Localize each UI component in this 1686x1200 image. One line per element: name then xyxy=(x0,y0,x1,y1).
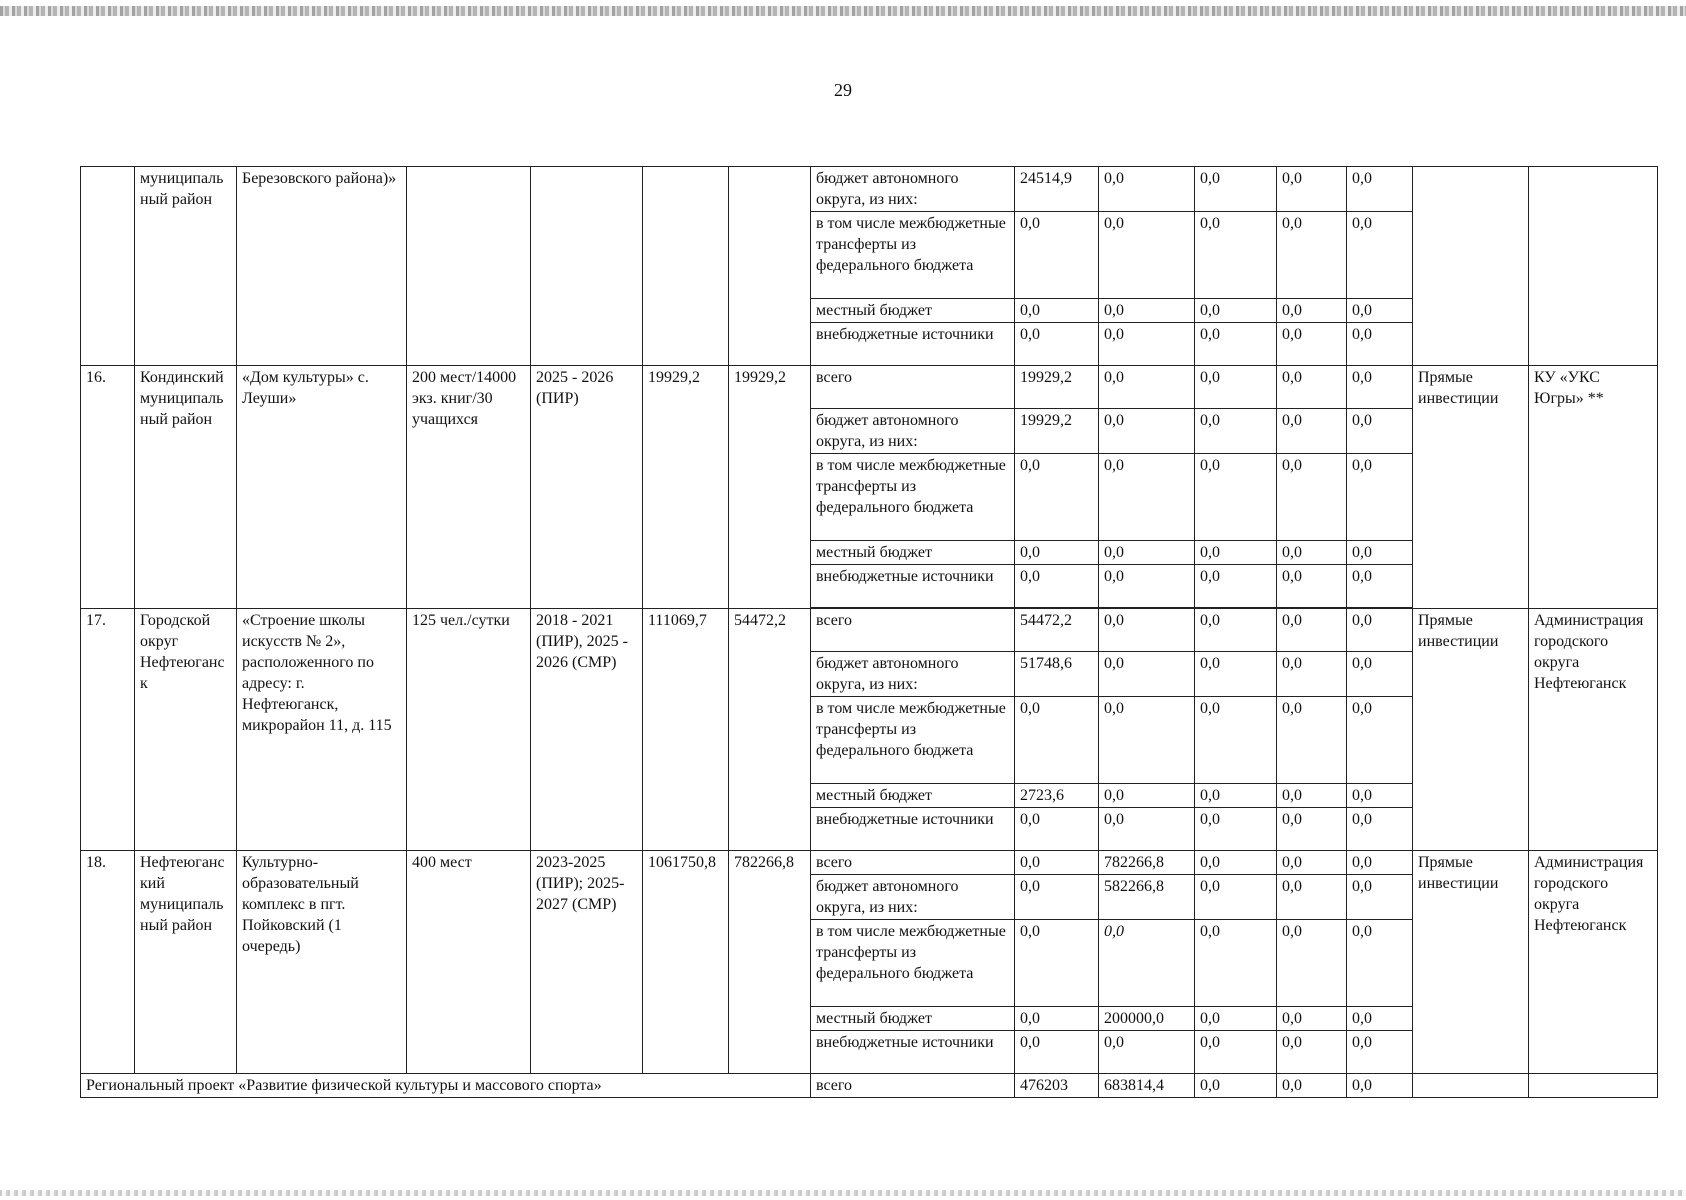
value-cell: 0,0 xyxy=(1195,167,1277,212)
value-cell: 0,0 xyxy=(1347,409,1413,454)
source-cell: в том числе межбюджетные трансферты из федерального бюджета xyxy=(811,212,1015,299)
value-cell: 0,0 xyxy=(1347,541,1413,565)
value-cell: 0,0 xyxy=(1099,323,1195,366)
value-cell: 0,0 xyxy=(1277,1031,1347,1074)
value-cell: 51748,6 xyxy=(1015,652,1099,697)
source-cell: бюджет автономного округа, из них: xyxy=(811,409,1015,454)
value-cell: 0,0 xyxy=(1277,920,1347,1007)
value-cell: 0,0 xyxy=(1015,565,1099,608)
value-cell: 200000,0 xyxy=(1099,1007,1195,1031)
value-cell: 0,0 xyxy=(1015,454,1099,541)
object-cell: «Строение школы искусств № 2», расположенного по адресу: г. Нефтеюганск, микрорайон 11, д. 115 xyxy=(237,609,407,851)
value-cell: 0,0 xyxy=(1099,541,1195,565)
municipality-cell: Кондинский муниципальный район xyxy=(135,366,237,609)
value-cell: 0,0 xyxy=(1277,299,1347,323)
value-cell: 0,0 xyxy=(1015,875,1099,920)
municipality-cell: Нефтеюганский муниципальный район xyxy=(135,851,237,1074)
customer-cell: Администрация городского округа Нефтеюганск xyxy=(1529,851,1658,1074)
object-cell: Березовского района)» xyxy=(237,167,407,366)
value-cell: 0,0 xyxy=(1347,784,1413,808)
source-cell: всего xyxy=(811,366,1015,409)
value-cell: 0,0 xyxy=(1099,1031,1195,1074)
mechanism-cell: Прямые инвестиции xyxy=(1413,609,1529,851)
value-cell: 0,0 xyxy=(1195,784,1277,808)
value-cell: 0,0 xyxy=(1015,299,1099,323)
value-cell: 0,0 xyxy=(1099,565,1195,608)
cost-cell: 19929,2 xyxy=(643,366,729,609)
source-cell: бюджет автономного округа, из них: xyxy=(811,875,1015,920)
value-cell: 0,0 xyxy=(1099,808,1195,851)
object-cell: Культурно-образовательный комплекс в пгт. Пойковский (1 очередь) xyxy=(237,851,407,1074)
source-cell: всего xyxy=(811,1074,1015,1098)
value-cell: 0,0 xyxy=(1195,541,1277,565)
value-cell: 0,0 xyxy=(1277,609,1347,652)
cost-cell: 1061750,8 xyxy=(643,851,729,1074)
value-cell: 0,0 xyxy=(1099,167,1195,212)
object-cell: «Дом культуры» с. Леуши» xyxy=(237,366,407,609)
source-cell: в том числе межбюджетные трансферты из федерального бюджета xyxy=(811,454,1015,541)
mechanism-cell: Прямые инвестиции xyxy=(1413,851,1529,1074)
value-cell: 0,0 xyxy=(1015,323,1099,366)
value-cell: 582266,8 xyxy=(1099,875,1195,920)
value-cell: 2723,6 xyxy=(1015,784,1099,808)
value-cell: 0,0 xyxy=(1347,875,1413,920)
capacity-cell: 400 мест xyxy=(407,851,531,1074)
value-cell: 0,0 xyxy=(1277,409,1347,454)
value-cell: 0,0 xyxy=(1195,323,1277,366)
cost-cell: 111069,7 xyxy=(643,609,729,851)
value-cell: 0,0 xyxy=(1347,1031,1413,1074)
value-cell: 0,0 xyxy=(1015,808,1099,851)
value-cell: 0,0 xyxy=(1277,454,1347,541)
value-cell: 0,0 xyxy=(1099,784,1195,808)
value-cell: 0,0 xyxy=(1099,454,1195,541)
row-number: 17. xyxy=(81,609,135,851)
customer-cell: КУ «УКС Югры» ** xyxy=(1529,366,1658,609)
source-cell: местный бюджет xyxy=(811,541,1015,565)
value-cell: 0,0 xyxy=(1347,454,1413,541)
value-cell: 0,0 xyxy=(1347,1007,1413,1031)
value-cell: 0,0 xyxy=(1277,541,1347,565)
source-cell: местный бюджет xyxy=(811,1007,1015,1031)
value-cell: 0,0 xyxy=(1347,652,1413,697)
value-cell: 0,0 xyxy=(1195,920,1277,1007)
value-cell: 0,0 xyxy=(1195,366,1277,409)
value-cell: 0,0 xyxy=(1195,808,1277,851)
page-number: 29 xyxy=(834,80,852,100)
investment-table xyxy=(80,166,1658,1098)
value-cell: 0,0 xyxy=(1195,1031,1277,1074)
value-cell: 0,0 xyxy=(1347,366,1413,409)
value-cell: 0,0 xyxy=(1195,851,1277,875)
value-cell: 0,0 xyxy=(1347,212,1413,299)
source-cell: внебюджетные источники xyxy=(811,808,1015,851)
value-cell: 0,0 xyxy=(1347,167,1413,212)
scan-edge-bottom xyxy=(0,1190,1686,1196)
value-cell: 0,0 xyxy=(1099,366,1195,409)
source-cell: бюджет автономного округа, из них: xyxy=(811,652,1015,697)
capacity-cell: 200 мест/14000 экз. книг/30 учащихся xyxy=(407,366,531,609)
value-cell: 0,0 xyxy=(1277,1074,1347,1098)
value-cell: 0,0 xyxy=(1195,409,1277,454)
value-cell: 0,0 xyxy=(1195,652,1277,697)
table-row xyxy=(81,366,1658,409)
row-number: 18. xyxy=(81,851,135,1074)
remaining-cell: 19929,2 xyxy=(729,366,811,609)
value-cell: 0,0 xyxy=(1277,565,1347,608)
value-cell: 0,0 xyxy=(1277,366,1347,409)
remaining-cell: 54472,2 xyxy=(729,609,811,851)
value-cell: 0,0 xyxy=(1277,808,1347,851)
value-cell: 0,0 xyxy=(1277,697,1347,784)
value-cell: 0,0 xyxy=(1195,454,1277,541)
value-cell: 54472,2 xyxy=(1015,609,1099,652)
value-cell: 0,0 xyxy=(1277,851,1347,875)
mechanism-cell: Прямые инвестиции xyxy=(1413,366,1529,609)
period-cell: 2025 - 2026 (ПИР) xyxy=(531,366,643,609)
period-cell: 2018 - 2021 (ПИР), 2025 - 2026 (СМР) xyxy=(531,609,643,851)
value-cell: 0,0 xyxy=(1015,541,1099,565)
table-row xyxy=(81,851,1658,875)
value-cell: 0,0 xyxy=(1099,409,1195,454)
capacity-cell: 125 чел./сутки xyxy=(407,609,531,851)
source-cell: внебюджетные источники xyxy=(811,565,1015,608)
value-cell: 0,0 xyxy=(1195,1007,1277,1031)
value-cell: 0,0 xyxy=(1277,323,1347,366)
value-cell: 0,0 xyxy=(1015,1007,1099,1031)
value-cell: 19929,2 xyxy=(1015,366,1099,409)
source-cell: внебюджетные источники xyxy=(811,323,1015,366)
value-cell: 0,0 xyxy=(1015,697,1099,784)
value-cell: 0,0 xyxy=(1347,609,1413,652)
value-cell: 0,0 xyxy=(1195,565,1277,608)
value-cell: 476203 xyxy=(1015,1074,1099,1098)
value-cell: 0,0 xyxy=(1195,1074,1277,1098)
source-cell: бюджет автономного округа, из них: xyxy=(811,167,1015,212)
table-row xyxy=(81,609,1658,652)
value-cell: 683814,4 xyxy=(1099,1074,1195,1098)
value-cell: 0,0 xyxy=(1347,323,1413,366)
source-cell: местный бюджет xyxy=(811,784,1015,808)
value-cell: 0,0 xyxy=(1099,697,1195,784)
municipality-cell: муниципальный район xyxy=(135,167,237,366)
value-cell: 0,0 xyxy=(1277,784,1347,808)
value-cell: 0,0 xyxy=(1195,299,1277,323)
value-cell: 0,0 xyxy=(1347,697,1413,784)
value-cell: 0,0 xyxy=(1347,920,1413,1007)
regional-project-title: Региональный проект «Развитие физической культуры и массового спорта» xyxy=(81,1074,811,1098)
value-cell: 0,0 xyxy=(1347,299,1413,323)
value-cell: 0,0 xyxy=(1015,212,1099,299)
value-cell: 0,0 xyxy=(1347,851,1413,875)
value-cell: 0,0 xyxy=(1277,212,1347,299)
municipality-cell: Городской округ Нефтеюганск xyxy=(135,609,237,851)
value-cell: 24514,9 xyxy=(1015,167,1099,212)
value-cell: 782266,8 xyxy=(1099,851,1195,875)
value-cell: 0,0 xyxy=(1277,1007,1347,1031)
value-cell: 0,0 xyxy=(1347,808,1413,851)
remaining-cell: 782266,8 xyxy=(729,851,811,1074)
row-number: 16. xyxy=(81,366,135,609)
value-cell: 0,0 xyxy=(1347,1074,1413,1098)
customer-cell: Администрация городского округа Нефтеюганск xyxy=(1529,609,1658,851)
value-cell: 0,0 xyxy=(1015,851,1099,875)
source-cell: в том числе межбюджетные трансферты из федерального бюджета xyxy=(811,920,1015,1007)
period-cell: 2023-2025 (ПИР); 2025-2027 (СМР) xyxy=(531,851,643,1074)
value-cell: 0,0 xyxy=(1195,609,1277,652)
value-cell: 0,0 xyxy=(1099,609,1195,652)
source-cell: всего xyxy=(811,851,1015,875)
source-cell: всего xyxy=(811,609,1015,652)
value-cell: 0,0 xyxy=(1347,565,1413,608)
value-cell: 0,0 xyxy=(1015,920,1099,1007)
value-cell: 0,0 xyxy=(1099,299,1195,323)
scan-edge-top xyxy=(0,6,1686,16)
value-cell: 0,0 xyxy=(1277,875,1347,920)
table-row xyxy=(81,167,1658,212)
source-cell: в том числе межбюджетные трансферты из федерального бюджета xyxy=(811,697,1015,784)
value-cell: 0,0 xyxy=(1099,652,1195,697)
value-cell: 0,0 xyxy=(1195,212,1277,299)
value-cell: 0,0 xyxy=(1195,697,1277,784)
table-row xyxy=(81,1074,1658,1098)
source-cell: местный бюджет xyxy=(811,299,1015,323)
value-cell: 0,0 xyxy=(1015,1031,1099,1074)
source-cell: внебюджетные источники xyxy=(811,1031,1015,1074)
value-cell: 0,0 xyxy=(1277,167,1347,212)
value-cell: 0,0 xyxy=(1099,212,1195,299)
value-cell: 0,0 xyxy=(1277,652,1347,697)
value-cell: 0,0 xyxy=(1195,875,1277,920)
value-cell: 19929,2 xyxy=(1015,409,1099,454)
value-cell: 0,0 xyxy=(1099,920,1195,1007)
